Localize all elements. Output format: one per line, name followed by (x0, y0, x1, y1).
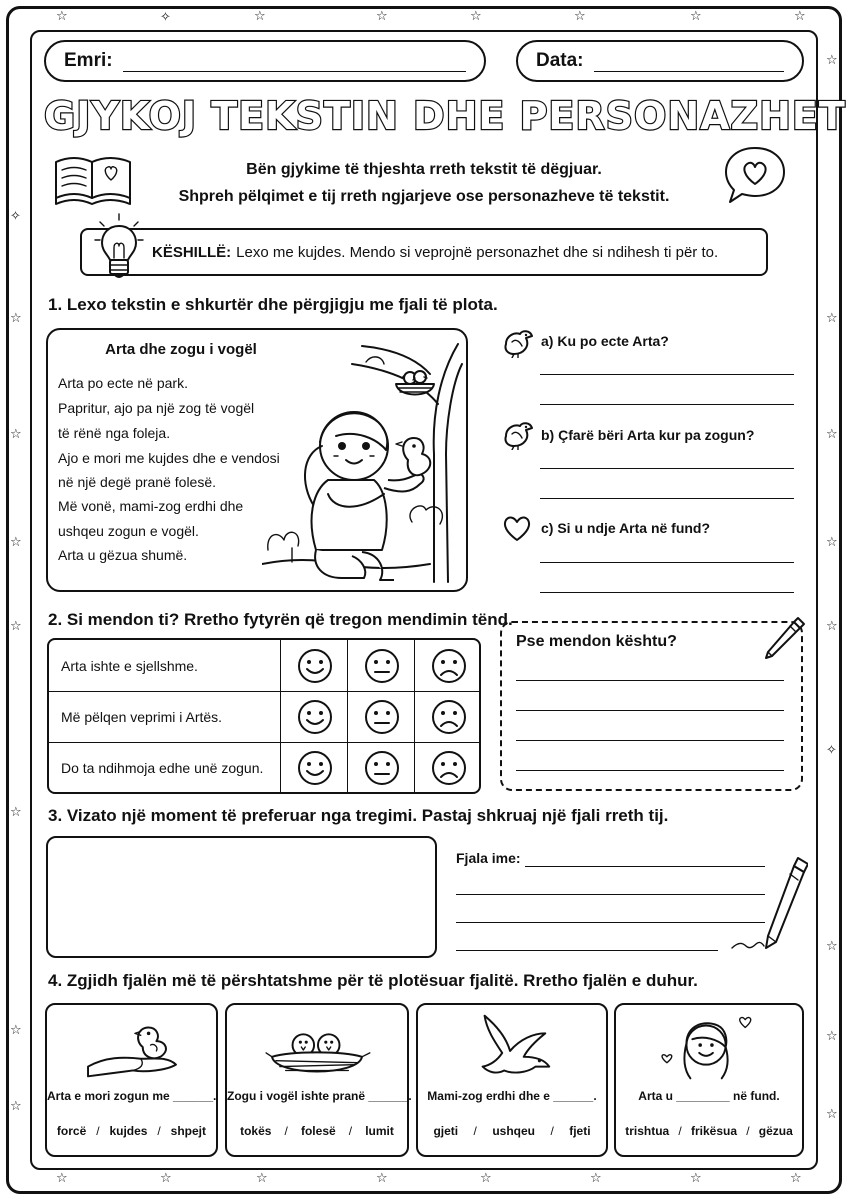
star-icon: ✧ (826, 743, 837, 758)
answer-line[interactable] (516, 680, 784, 681)
choice-card (45, 1003, 218, 1157)
story-line: Ajo e mori me kujdes dhe e vendosi (58, 450, 280, 466)
nest-with-chicks-icon (227, 1011, 407, 1085)
star-icon: ☆ (826, 939, 838, 954)
star-icon: ☆ (826, 535, 838, 550)
bird-icon (500, 328, 536, 358)
card-options: tokës / folesë / lumit (240, 1124, 394, 1138)
table-row (49, 691, 479, 743)
header-bar (44, 40, 804, 82)
star-icon: ☆ (794, 9, 806, 24)
lightbulb-icon (94, 212, 144, 288)
word-option[interactable]: gëzua (758, 1124, 793, 1138)
neutral-face-icon[interactable] (363, 698, 401, 736)
pencil-icon (730, 852, 808, 952)
pencil-icon (760, 614, 806, 660)
star-icon: ☆ (826, 1029, 838, 1044)
card-sentence: Arta e mori zogun me ______. (47, 1089, 217, 1103)
name-field-box (44, 40, 486, 82)
star-icon: ☆ (10, 1023, 22, 1038)
star-icon: ☆ (10, 1099, 22, 1114)
star-icon: ✧ (10, 209, 21, 224)
subtitle-line-1: Bën gjykime të thjeshta rreth tekstit të dëgjuar. (246, 161, 602, 178)
question-c: c) Si u ndje Arta në fund? (541, 520, 711, 536)
section-2-title: 2. Si mendon ti? Rretho fytyrën që tregon mendimin tënd. (48, 610, 513, 629)
section-3-title: 3. Vizato një moment të preferuar nga tregimi. Pastaj shkruaj një fjali rreth tij. (48, 806, 669, 825)
story-line: në një degë pranë folesë. (58, 474, 217, 490)
star-icon: ☆ (10, 535, 22, 550)
word-option[interactable]: forcë (56, 1124, 87, 1138)
star-icon: ☆ (376, 9, 388, 24)
word-option[interactable]: gjeti (433, 1124, 459, 1138)
star-icon: ☆ (256, 1171, 268, 1186)
story-line: të rënë nga foleja. (58, 425, 171, 441)
word-option[interactable]: kujdes (109, 1124, 148, 1138)
subtitle-line-2: Shpreh pëlqimet e tij rreth ngjarjeve ose personazheve të tekstit. (178, 188, 670, 205)
star-icon: ☆ (254, 9, 266, 24)
choice-card (614, 1003, 804, 1157)
date-label: Data: (536, 50, 584, 71)
page-title: GJYKOJ TEKSTIN DHE PERSONAZHET (44, 94, 846, 138)
star-icon: ☆ (56, 9, 68, 24)
word-option[interactable]: trishtua (625, 1124, 670, 1138)
star-icon: ☆ (480, 1171, 492, 1186)
answer-line[interactable] (540, 374, 794, 375)
choice-card (416, 1003, 608, 1157)
word-option[interactable]: lumit (365, 1124, 394, 1138)
date-input-line[interactable] (594, 50, 784, 72)
answer-line[interactable] (516, 740, 784, 741)
star-icon: ☆ (10, 619, 22, 634)
card-options: trishtua / frikësua / gëzua (625, 1124, 793, 1138)
answer-line[interactable] (540, 562, 794, 563)
word-option[interactable]: ushqeu (492, 1124, 535, 1138)
story-line: Arta u gëzua shumë. (58, 547, 188, 563)
star-icon: ☆ (470, 9, 482, 24)
happy-face-icon[interactable] (296, 647, 334, 685)
speech-bubble-heart-icon (722, 144, 788, 206)
neutral-face-icon[interactable] (363, 749, 401, 787)
star-icon: ☆ (826, 619, 838, 634)
card-sentence: Mami-zog erdhi dhe e ______. (427, 1089, 597, 1103)
star-icon: ☆ (690, 1171, 702, 1186)
sad-face-icon[interactable] (430, 647, 468, 685)
happy-girl-icon (616, 1011, 802, 1085)
tip-box (80, 228, 768, 276)
word-option[interactable]: frikësua (690, 1124, 737, 1138)
sad-face-icon[interactable] (430, 749, 468, 787)
section-4-title: 4. Zgjidh fjalën më të përshtatshme për të plotësuar fjalitë. Rretho fjalën e duhur. (48, 971, 698, 990)
choice-card (225, 1003, 412, 1157)
answer-line[interactable] (540, 468, 794, 469)
word-option[interactable]: fjeti (569, 1124, 591, 1138)
open-book-icon (52, 148, 134, 206)
answer-line[interactable] (516, 710, 784, 711)
word-option[interactable]: shpejt (170, 1124, 206, 1138)
star-icon: ☆ (826, 427, 838, 442)
answer-line[interactable] (516, 770, 784, 771)
story-line: Papritur, ajo pa një zog të vogël (58, 400, 255, 416)
answer-line[interactable] (525, 866, 765, 867)
answer-line[interactable] (540, 498, 794, 499)
story-line: ushqeu zogun e vogël. (58, 523, 199, 539)
story-line: Arta po ecte në park. (58, 375, 188, 391)
question-a: a) Ku po ecte Arta? (541, 333, 669, 349)
tip-label: KËSHILLË: (152, 243, 232, 261)
card-options: gjeti / ushqeu / fjeti (433, 1124, 591, 1138)
date-field-box (516, 40, 804, 82)
girl-with-bird-illustration (262, 334, 466, 586)
star-icon: ☆ (574, 9, 586, 24)
sad-face-icon[interactable] (430, 698, 468, 736)
star-icon: ☆ (790, 1171, 802, 1186)
my-sentence-label: Fjala ime: (456, 850, 521, 866)
flying-bird-icon (418, 1011, 606, 1085)
table-row (49, 742, 479, 794)
story-title: Arta dhe zogu i vogël (105, 341, 257, 358)
star-icon: ☆ (590, 1171, 602, 1186)
answer-line[interactable] (540, 592, 794, 593)
star-icon: ☆ (10, 805, 22, 820)
answer-line[interactable] (456, 922, 765, 923)
name-input-line[interactable] (123, 50, 466, 72)
table-row (49, 640, 479, 692)
star-icon: ☆ (160, 1171, 172, 1186)
opinion-table (47, 638, 481, 794)
card-options: forcë / kujdes / shpejt (56, 1124, 206, 1138)
star-icon: ☆ (826, 311, 838, 326)
star-icon: ☆ (56, 1171, 68, 1186)
question-b: b) Çfarë bëri Arta kur pa zogun? (541, 427, 755, 443)
star-icon: ☆ (690, 9, 702, 24)
happy-face-icon[interactable] (296, 698, 334, 736)
star-icon: ☆ (826, 53, 838, 68)
name-label: Emri: (64, 50, 113, 71)
bird-icon (500, 420, 536, 450)
hand-with-bird-icon (47, 1011, 216, 1085)
answer-line[interactable] (456, 950, 718, 951)
statement-text: Arta ishte e sjellshme. (61, 658, 198, 674)
card-sentence: Zogu i vogël ishte pranë ______. (227, 1089, 412, 1103)
answer-line[interactable] (540, 404, 794, 405)
star-icon: ☆ (10, 311, 22, 326)
neutral-face-icon[interactable] (363, 647, 401, 685)
why-title: Pse mendon kështu? (516, 633, 677, 650)
star-icon: ✧ (160, 10, 171, 25)
tip-text: Lexo me kujdes. Mendo si veprojnë personazhet dhe si ndihesh ti për to. (236, 243, 719, 261)
star-icon: ☆ (376, 1171, 388, 1186)
statement-text: Do ta ndihmoja edhe unë zogun. (61, 760, 264, 776)
section-1-title: 1. Lexo tekstin e shkurtër dhe përgjigju me fjali të plota. (48, 295, 498, 314)
story-line: Më vonë, mami-zog erdhi dhe (58, 498, 244, 514)
star-icon: ☆ (826, 1107, 838, 1122)
card-sentence: Arta u ________ në fund. (638, 1089, 780, 1103)
drawing-area[interactable] (46, 836, 437, 958)
heart-icon (502, 514, 532, 542)
happy-face-icon[interactable] (296, 749, 334, 787)
statement-text: Më pëlqen veprimi i Artës. (61, 709, 223, 725)
word-option[interactable]: tokës (240, 1124, 272, 1138)
star-icon: ☆ (10, 427, 22, 442)
word-option[interactable]: folesë (300, 1124, 336, 1138)
answer-line[interactable] (456, 894, 765, 895)
